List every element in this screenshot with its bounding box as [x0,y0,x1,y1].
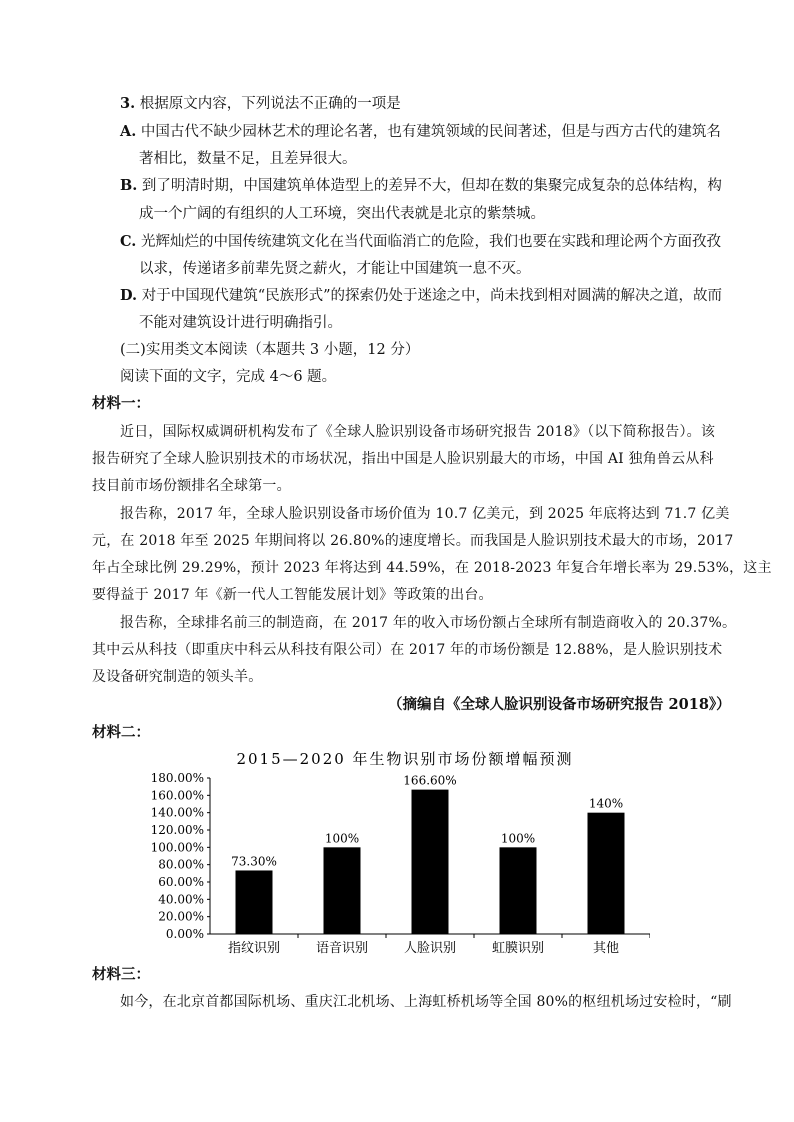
question-number: 3. [120,95,136,112]
material-1-source: （摘编自《全球人脸识别设备市场研究报告 2018》） [388,696,731,713]
option-text: 中国古代不缺少园林艺术的理论名著，也有建筑领域的民间著述，但是与西方古代的建筑名 [140,124,721,140]
material-2-label: 材料二： [92,724,150,741]
x-tick-label: 人脸识别 [403,941,457,956]
bar [236,870,273,934]
x-tick-label: 虹膜识别 [491,941,545,956]
data-label: 73.30% [231,854,277,869]
option-a-line2: 著相比，数量不足，且差异很大。 [139,151,357,167]
x-tick-label: 指纹识别 [227,941,281,956]
x-tick-label: 其他 [592,941,620,956]
material-1-line: 其中云从科技（即重庆中科云从科技有限公司）在 2017 年的市场份额是 12.88%，是人脸识别技术 [92,642,723,658]
option-letter: A. [120,123,137,140]
y-tick-label: 160.00% [150,788,204,803]
material-1-line: 要得益于 2017 年《新一代人工智能发展计划》等政策的出台。 [92,587,493,603]
bar [324,847,361,934]
material-3-line: 如今，在北京首都国际机场、重庆江北机场、上海虹桥机场等全国 80%的枢纽机场过安检时，“刷 [120,994,732,1010]
data-label: 100% [500,831,536,846]
material-1-line: 报告称，全球排名前三的制造商，在 2017 年的收入市场份额占全球所有制造商收入的 20.37%。 [120,615,737,631]
y-tick-label: 100.00% [150,840,204,855]
chart-title: 2015—2020 年生物识别市场份额增幅预测 [236,750,574,768]
material-3-label: 材料三： [92,966,150,983]
y-tick-label: 180.00% [150,771,204,785]
x-tick-label: 语音识别 [315,941,369,956]
bar [412,790,449,934]
question-3-stem [120,94,401,114]
option-letter: B. [120,177,138,194]
option-text: 对于中国现代建筑“民族形式”的探索仍处于迷途之中，尚未找到相对圆满的解决之道，故而 [141,288,723,304]
y-tick-label: 40.00% [158,892,204,907]
y-tick-label: 60.00% [158,875,204,889]
option-d-line1 [120,286,722,306]
material-1-line: 元，在 2018 年至 2025 年期间将以 26.80%的速度增长。而我国是人脸识别技术最大的市场，2017 [92,533,734,549]
bar [588,813,625,934]
data-label: 166.60% [403,773,457,788]
material-1-line: 技目前市场份额排名全球第一。 [92,478,291,494]
y-tick-label: 0.00% [165,927,204,941]
option-text: 到了明清时期，中国建筑单体造型上的差异不大，但却在数的集聚完成复杂的总体结构，构 [141,178,722,194]
bar [500,847,537,934]
material-1-line: 近日，国际权威调研机构发布了《全球人脸识别设备市场研究报告 2018》（以下简称报告）。该 [120,424,716,440]
material-1-label: 材料一： [92,395,150,412]
y-tick-label: 140.00% [150,805,204,820]
option-letter: C. [120,233,137,250]
section-heading: (二)实用类文本阅读（本题共 3 小题，12 分） [120,342,420,358]
option-letter: D. [120,287,138,304]
option-text: 光辉灿烂的中国传统建筑文化在当代面临消亡的危险，我们也要在实践和理论两个方面孜孜 [140,234,721,250]
option-b-line1 [120,176,722,196]
section-instruction: 阅读下面的文字，完成 4～6 题。 [120,369,337,385]
option-c-line1 [120,232,721,252]
option-b-line2: 成一个广阔的有组织的人工环境，突出代表就是北京的紫禁城。 [139,206,545,222]
y-tick-label: 20.00% [158,909,204,924]
y-tick-label: 80.00% [158,857,204,872]
question-stem-text: 根据原文内容，下列说法不正确的一项是 [139,96,401,112]
y-tick-label: 120.00% [150,823,204,837]
data-label: 100% [324,831,360,846]
option-a-line1 [120,122,721,142]
material-1-line: 报告研究了全球人脸识别技术的市场状况，指出中国是人脸识别最大的市场，中国 AI 独角兽云从科 [92,451,714,467]
material-1-line: 报告称，2017 年，全球人脸识别设备市场价值为 10.7 亿美元，到 2025 年底将达到 71.7 亿美 [120,506,730,522]
option-c-line2: 以求，传递诸多前辈先贤之薪火，才能让中国建筑一息不灭。 [139,261,531,277]
data-label: 140% [588,796,624,811]
material-1-line: 年占全球比例 29.29%，预计 2023 年将达到 44.59%，在 2018-2023 年复合年增长率为 29.53%，这主 [92,560,772,576]
bar-chart [140,748,650,960]
option-d-line2: 不能对建筑设计进行明确指引。 [139,315,342,331]
material-1-line: 及设备研究制造的领头羊。 [92,669,263,685]
